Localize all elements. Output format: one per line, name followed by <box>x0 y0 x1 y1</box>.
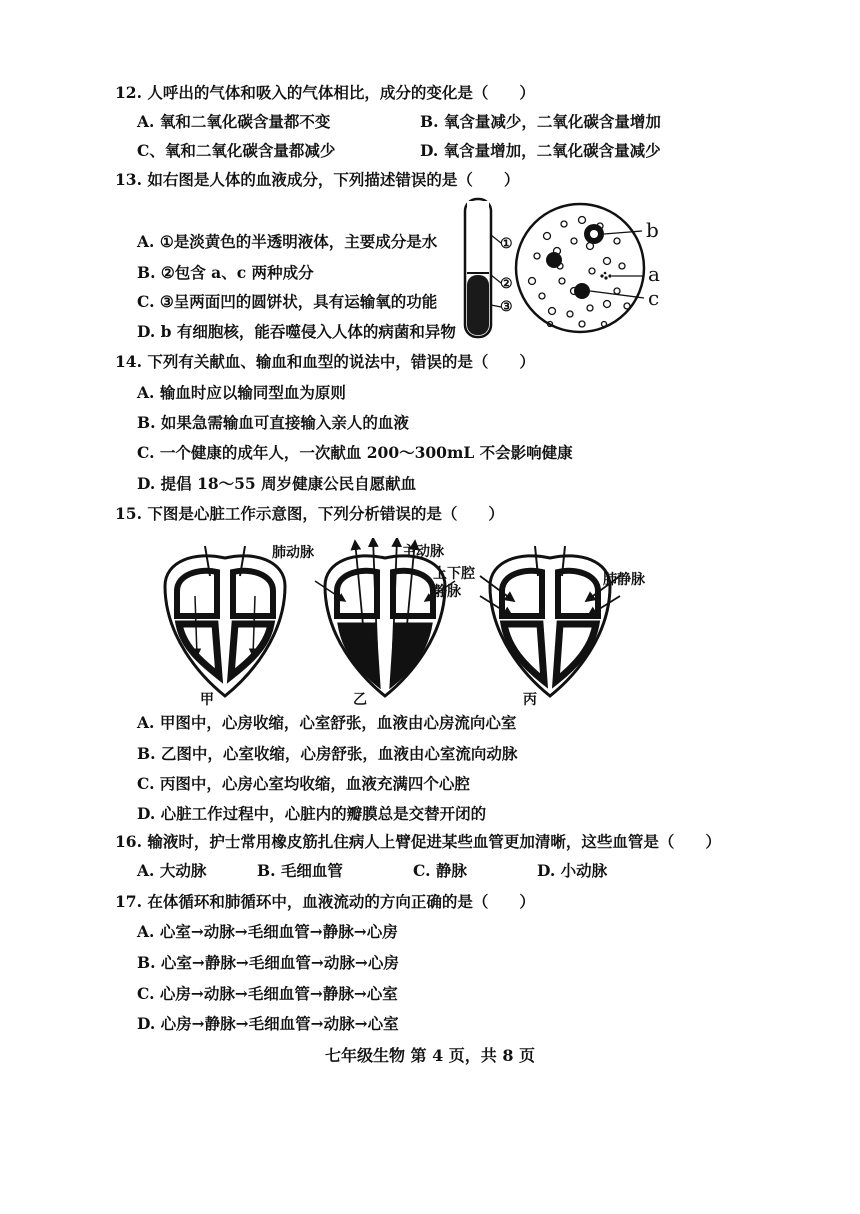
question-13-option-a: A. ①是淡黄色的半透明液体，主要成分是水 <box>137 232 438 251</box>
question-12-stem: 12. 人呼出的气体和吸入的气体相比，成分的变化是（ ） <box>115 83 535 102</box>
question-15-option-b: B. 乙图中，心室收缩，心房舒张，血液由心室流向动脉 <box>137 744 518 763</box>
question-12-option-b: B. 氧含量减少，二氧化碳含量增加 <box>420 112 661 131</box>
question-12-option-a: A. 氧和二氧化碳含量都不变 <box>137 112 331 131</box>
blood-cells-figure <box>512 196 652 342</box>
heart-bing <box>480 546 620 696</box>
label-pulmonary-artery: 肺动脉 <box>272 545 314 561</box>
question-14-stem: 14. 下列有关献血、输血和血型的说法中，错误 · ·的是（ ） <box>115 352 535 372</box>
question-17-stem: 17. 在体循环和肺循环中，血液流动的方向正确的是（ ） <box>115 892 535 911</box>
question-13-stem: 13. 如右图是人体的血液成分，下列描述错误 · ·的是（ ） <box>115 170 519 190</box>
question-17-option-d: D. 心房→静脉→毛细血管→动脉→心室 <box>137 1014 399 1033</box>
heart-diagrams-figure <box>150 538 670 708</box>
question-15-option-c: C. 丙图中，心房心室均收缩，血液充满四个心腔 <box>137 774 470 793</box>
cell-label-a: a <box>648 262 660 286</box>
cell-label-b: b <box>646 218 659 242</box>
panel-label-yi: 乙 <box>353 692 367 708</box>
panel-label-bing: 丙 <box>523 692 537 708</box>
question-16-stem: 16. 输液时，护士常用橡皮筋扎住病人上臂促进某些血管更加清晰，这些血管是（ ） <box>115 832 721 851</box>
question-16-option-b: B. 毛细血管 <box>257 861 343 880</box>
question-17-option-a: A. 心室→动脉→毛细血管→静脉→心房 <box>137 922 398 941</box>
page-footer: 七年级生物 第 4 页，共 8 页 <box>324 1046 536 1065</box>
label-pulmonary-vein: 肺静脉 <box>603 572 645 588</box>
tube-label-3: ③ <box>500 299 513 315</box>
question-14-option-b: B. 如果急需输血可直接输入亲人的血液 <box>137 413 409 432</box>
label-vena-cava-1: 上下腔 <box>433 566 475 582</box>
question-13-option-c: C. ③呈两面凹的圆饼状，具有运输氧的功能 <box>137 292 438 311</box>
question-17-option-b: B. 心室→静脉→毛细血管→动脉→心房 <box>137 953 399 972</box>
question-13-option-b: B. ②包含 a、c 两种成分 <box>137 263 314 282</box>
panel-label-jia: 甲 <box>200 692 214 708</box>
question-17-option-c: C. 心房→动脉→毛细血管→静脉→心室 <box>137 984 398 1003</box>
question-15-option-a: A. 甲图中，心房收缩，心室舒张，血液由心房流向心室 <box>137 713 517 732</box>
heart-jia <box>165 546 285 696</box>
heart-yi <box>315 538 455 696</box>
question-14-option-c: C. 一个健康的成年人，一次献血 200～300mL 不会影响健康 <box>137 443 573 462</box>
question-16-option-c: C. 静脉 <box>413 861 467 880</box>
question-12-option-c: C、氧和二氧化碳含量都减少 <box>137 141 336 160</box>
question-15-option-d: D. 心脏工作过程中，心脏内的瓣膜总是交替开闭的 <box>137 804 487 823</box>
tube-label-1: ① <box>500 236 513 252</box>
question-16-option-a: A. 大动脉 <box>137 861 207 880</box>
cell-label-c: c <box>648 286 660 310</box>
label-aorta: 主动脉 <box>402 544 444 560</box>
question-13-option-d: D. b 有细胞核，能吞噬侵入人体的病菌和异物 <box>137 322 456 341</box>
label-vena-cava-2: 静脉 <box>433 584 461 600</box>
question-16-option-d: D. 小动脉 <box>537 861 608 880</box>
question-14-option-a: A. 输血时应以输同型血为原则 <box>137 383 346 402</box>
question-14-option-d: D. 提倡 18～55 周岁健康公民自愿献血 <box>137 474 417 493</box>
question-12-option-d: D. 氧含量增加，二氧化碳含量减少 <box>420 141 661 160</box>
tube-label-2: ② <box>500 276 513 292</box>
question-15-stem: 15. 下图是心脏工作示意图，下列分析错误的是（ ） <box>115 504 504 523</box>
